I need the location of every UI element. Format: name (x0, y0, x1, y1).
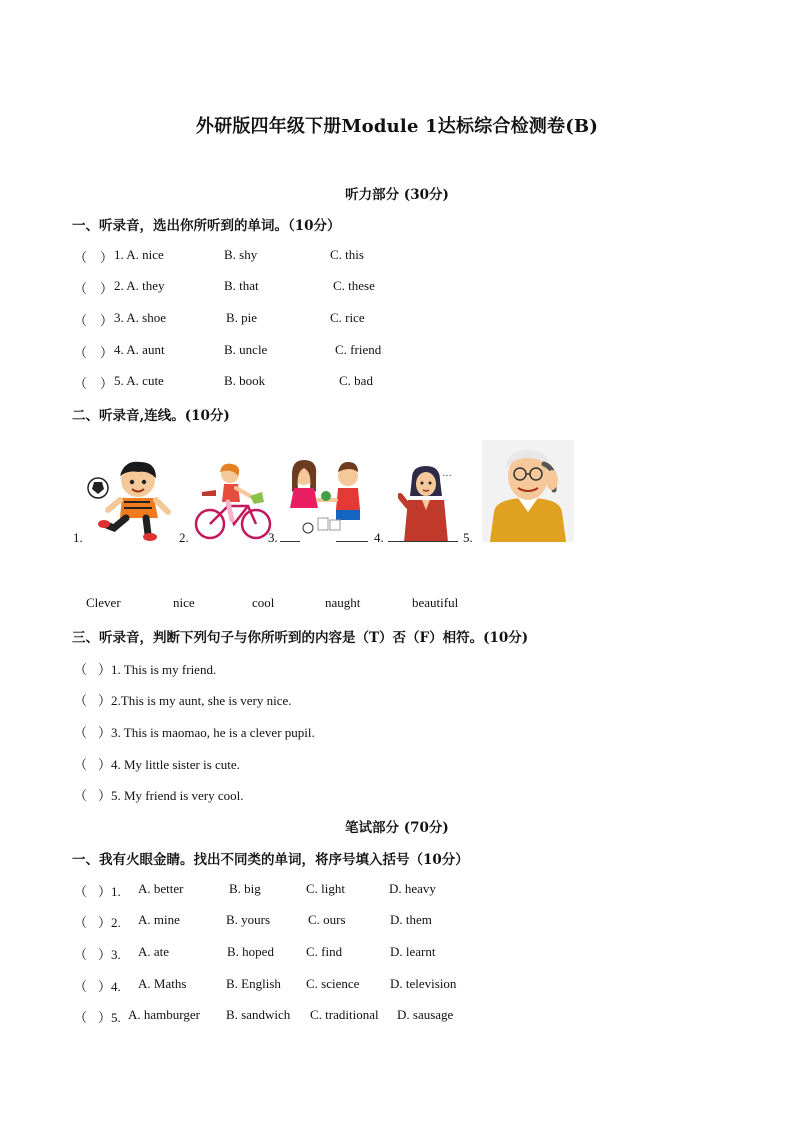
list-item: （ ）2. A. mine B. yours C. ours D. them (74, 912, 432, 930)
section1-heading: 一、听录音，选出你所听到的单词。（10分） (72, 218, 341, 234)
answer-paren[interactable]: （ (74, 1010, 101, 1025)
list-item: （ ）5. My friend is very cool. (0, 785, 794, 803)
picture-number: 3. (268, 530, 278, 545)
answer-paren[interactable]: （ (74, 947, 101, 962)
list-item: （ ）1. A. better B. big C. light D. heavy (74, 881, 436, 899)
answer-paren[interactable]: （ ） (74, 313, 114, 328)
picture-number: 4. (374, 530, 384, 545)
list-item: （ ）1. This is my friend. (0, 659, 794, 677)
answer-paren[interactable]: （ (74, 662, 101, 677)
word-option[interactable]: beautiful (412, 595, 459, 610)
writing-section-header: 笔试部分 (70分) (345, 820, 449, 836)
answer-paren[interactable]: （ ） (74, 345, 114, 360)
blank-line (388, 541, 458, 542)
page-title: 外研版四年级下册Module 1达标综合检测卷(B) (195, 116, 599, 137)
answer-paren[interactable]: （ (74, 725, 101, 740)
answer-paren[interactable]: （ ） (74, 376, 114, 391)
boy-kicking-ball-image (84, 458, 174, 542)
picture-number: 5. (463, 530, 473, 545)
word-option[interactable]: naught (325, 595, 361, 610)
list-item: （ ）4. My little sister is cute. (0, 754, 794, 772)
list-item: （ ） 1. A. nice B. shy C. this (74, 247, 364, 265)
word-bank (0, 595, 794, 613)
list-item: （ ） 4. A. aunt B. uncle C. friend (74, 342, 382, 360)
word-option[interactable]: Clever (86, 595, 121, 610)
answer-paren[interactable]: （ (74, 915, 101, 930)
section4-heading: 一、我有火眼金睛。找出不同类的单词，将序号填入括号（10分） (72, 852, 469, 868)
grandpa-on-phone-image (482, 440, 574, 542)
answer-paren[interactable]: （ (74, 788, 101, 803)
woman-thinking-image (398, 466, 458, 542)
word-option[interactable]: nice (173, 595, 195, 610)
answer-paren[interactable]: （ (74, 884, 101, 899)
list-item: （ ）5. A. hamburger B. sandwich C. traditional D. sausage (74, 1007, 454, 1025)
answer-paren[interactable]: （ ） (74, 281, 114, 296)
list-item: （ ） 5. A. cute B. book C. bad (74, 373, 373, 391)
list-item: （ ）3. This is maomao, he is a clever pupil. (0, 722, 794, 740)
kids-playing-image (284, 458, 370, 542)
list-item: （ ）2.This is my aunt, she is very nice. (0, 690, 794, 708)
blank-line (280, 541, 300, 542)
section2-heading: 二、听录音,连线。(10分) (72, 408, 230, 424)
word-option[interactable]: cool (252, 595, 275, 610)
blank-line (336, 541, 368, 542)
list-item: （ ）3. A. ate B. hoped C. find D. learnt (74, 944, 436, 962)
listening-section-header: 听力部分 (30分) (345, 187, 449, 203)
picture-number: 1. (73, 530, 83, 545)
girl-riding-bike-image (192, 462, 274, 542)
picture-number: 2. (179, 530, 189, 545)
answer-paren[interactable]: （ (74, 979, 101, 994)
answer-paren[interactable]: （ (74, 757, 101, 772)
list-item: （ ） 2. A. they B. that C. these (74, 278, 375, 296)
answer-paren[interactable]: （ ） (74, 250, 114, 265)
section3-heading: 三、听录音，判断下列句子与你所听到的内容是（T）否（F）相符。(10分) (72, 630, 529, 646)
list-item: （ ） 3. A. shoe B. pie C. rice (74, 310, 365, 328)
list-item: （ ）4. A. Maths B. English C. science D. television (74, 976, 457, 994)
svg-text:…: … (442, 468, 452, 479)
answer-paren[interactable]: （ (74, 693, 101, 708)
